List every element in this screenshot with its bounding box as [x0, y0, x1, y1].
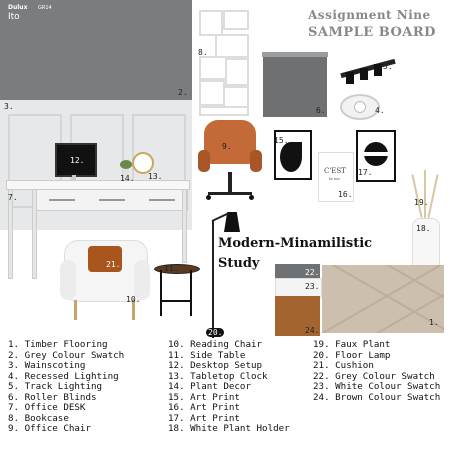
marker-9: 9.	[222, 142, 232, 151]
marker-15: 15.	[274, 136, 289, 145]
marker-24: 24.	[305, 326, 320, 335]
legend-item: 10. Reading Chair	[168, 339, 263, 350]
legend-item: 9. Office Chair	[8, 423, 91, 434]
legend-item: 7. Office DESK	[8, 402, 86, 413]
board-subtitle: SAMPLE BOARD	[308, 25, 436, 40]
legend-column-2	[168, 340, 290, 435]
reading-chair	[60, 230, 150, 325]
art-print-subtext: la vie	[329, 176, 340, 181]
legend-item: 17. Art Print	[168, 412, 240, 424]
legend-item: 3. Wainscoting	[8, 360, 86, 371]
marker-8: 8.	[198, 48, 208, 57]
art-print-text: C'EST	[324, 167, 346, 175]
legend-column-1	[8, 340, 124, 435]
marker-18: 18.	[416, 224, 431, 233]
marker-1: 1.	[429, 318, 439, 327]
marker-3: 3.	[4, 102, 14, 111]
marker-12: 12.	[70, 156, 85, 165]
marker-14: 14.	[120, 174, 135, 183]
marker-16: 16.	[338, 190, 353, 199]
legend-item: 5. Track Lighting	[8, 381, 103, 392]
legend-item: 20. Floor Lamp	[313, 349, 391, 361]
legend-item: 15. Art Print	[168, 391, 240, 403]
marker-22: 22.	[305, 268, 320, 277]
timber-flooring	[322, 265, 444, 333]
legend-item: 23. White Colour Swatch	[313, 381, 441, 392]
grey-colour-swatch	[0, 0, 192, 100]
legend-item: 13. Tabletop Clock	[168, 370, 268, 382]
recessed-lighting-icon	[340, 94, 380, 120]
swatch-brand: Dulux	[8, 4, 28, 11]
legend-item: 22. Grey Colour Swatch	[313, 370, 435, 382]
legend-item: 12. Desktop Setup	[168, 360, 263, 371]
marker-4: 4.	[375, 106, 385, 115]
legend-item: 16. Art Print	[168, 402, 240, 413]
legend-item: 8. Bookcase	[8, 412, 69, 424]
board-caption-line2: Study	[218, 256, 260, 271]
marker-5: 5.	[383, 62, 393, 71]
swatch-name: Ito	[8, 12, 20, 22]
bookcase	[197, 10, 249, 118]
legend-item: 11. Side Table	[168, 349, 246, 361]
tabletop-clock-icon	[132, 152, 154, 174]
marker-21: 21.	[106, 260, 121, 269]
marker-20: 20.	[208, 328, 223, 337]
marker-7: 7.	[8, 193, 18, 202]
office-chair	[198, 120, 266, 210]
marker-2: 2.	[178, 88, 188, 97]
marker-10: 10.	[126, 295, 141, 304]
legend-column-3	[313, 340, 440, 403]
legend-item: 24. Brown Colour Swatch	[313, 391, 441, 403]
board-title: Assignment Nine	[308, 8, 431, 22]
legend-item: 2. Grey Colour Swatch	[8, 349, 125, 361]
swatch-code: GR14	[38, 5, 52, 11]
marker-13: 13.	[148, 172, 163, 181]
legend-item: 6. Roller Blinds	[8, 391, 97, 403]
faux-plant	[410, 170, 440, 220]
legend-item: 19. Faux Plant	[313, 339, 391, 350]
board-caption: Modern-Minamilistic	[218, 236, 373, 251]
marker-19: 19.	[414, 198, 429, 207]
legend-item: 14. Plant Decor	[168, 381, 251, 392]
legend-item: 4. Recessed Lighting	[8, 370, 119, 382]
legend-item: 21. Cushion	[313, 360, 374, 371]
marker-23: 23.	[305, 282, 320, 291]
marker-11: 11.	[164, 264, 179, 273]
marker-17: 17.	[358, 168, 373, 177]
legend-item: 18. White Plant Holder	[168, 423, 290, 434]
marker-6: 6.	[316, 106, 326, 115]
legend-item: 1. Timber Flooring	[8, 339, 108, 350]
